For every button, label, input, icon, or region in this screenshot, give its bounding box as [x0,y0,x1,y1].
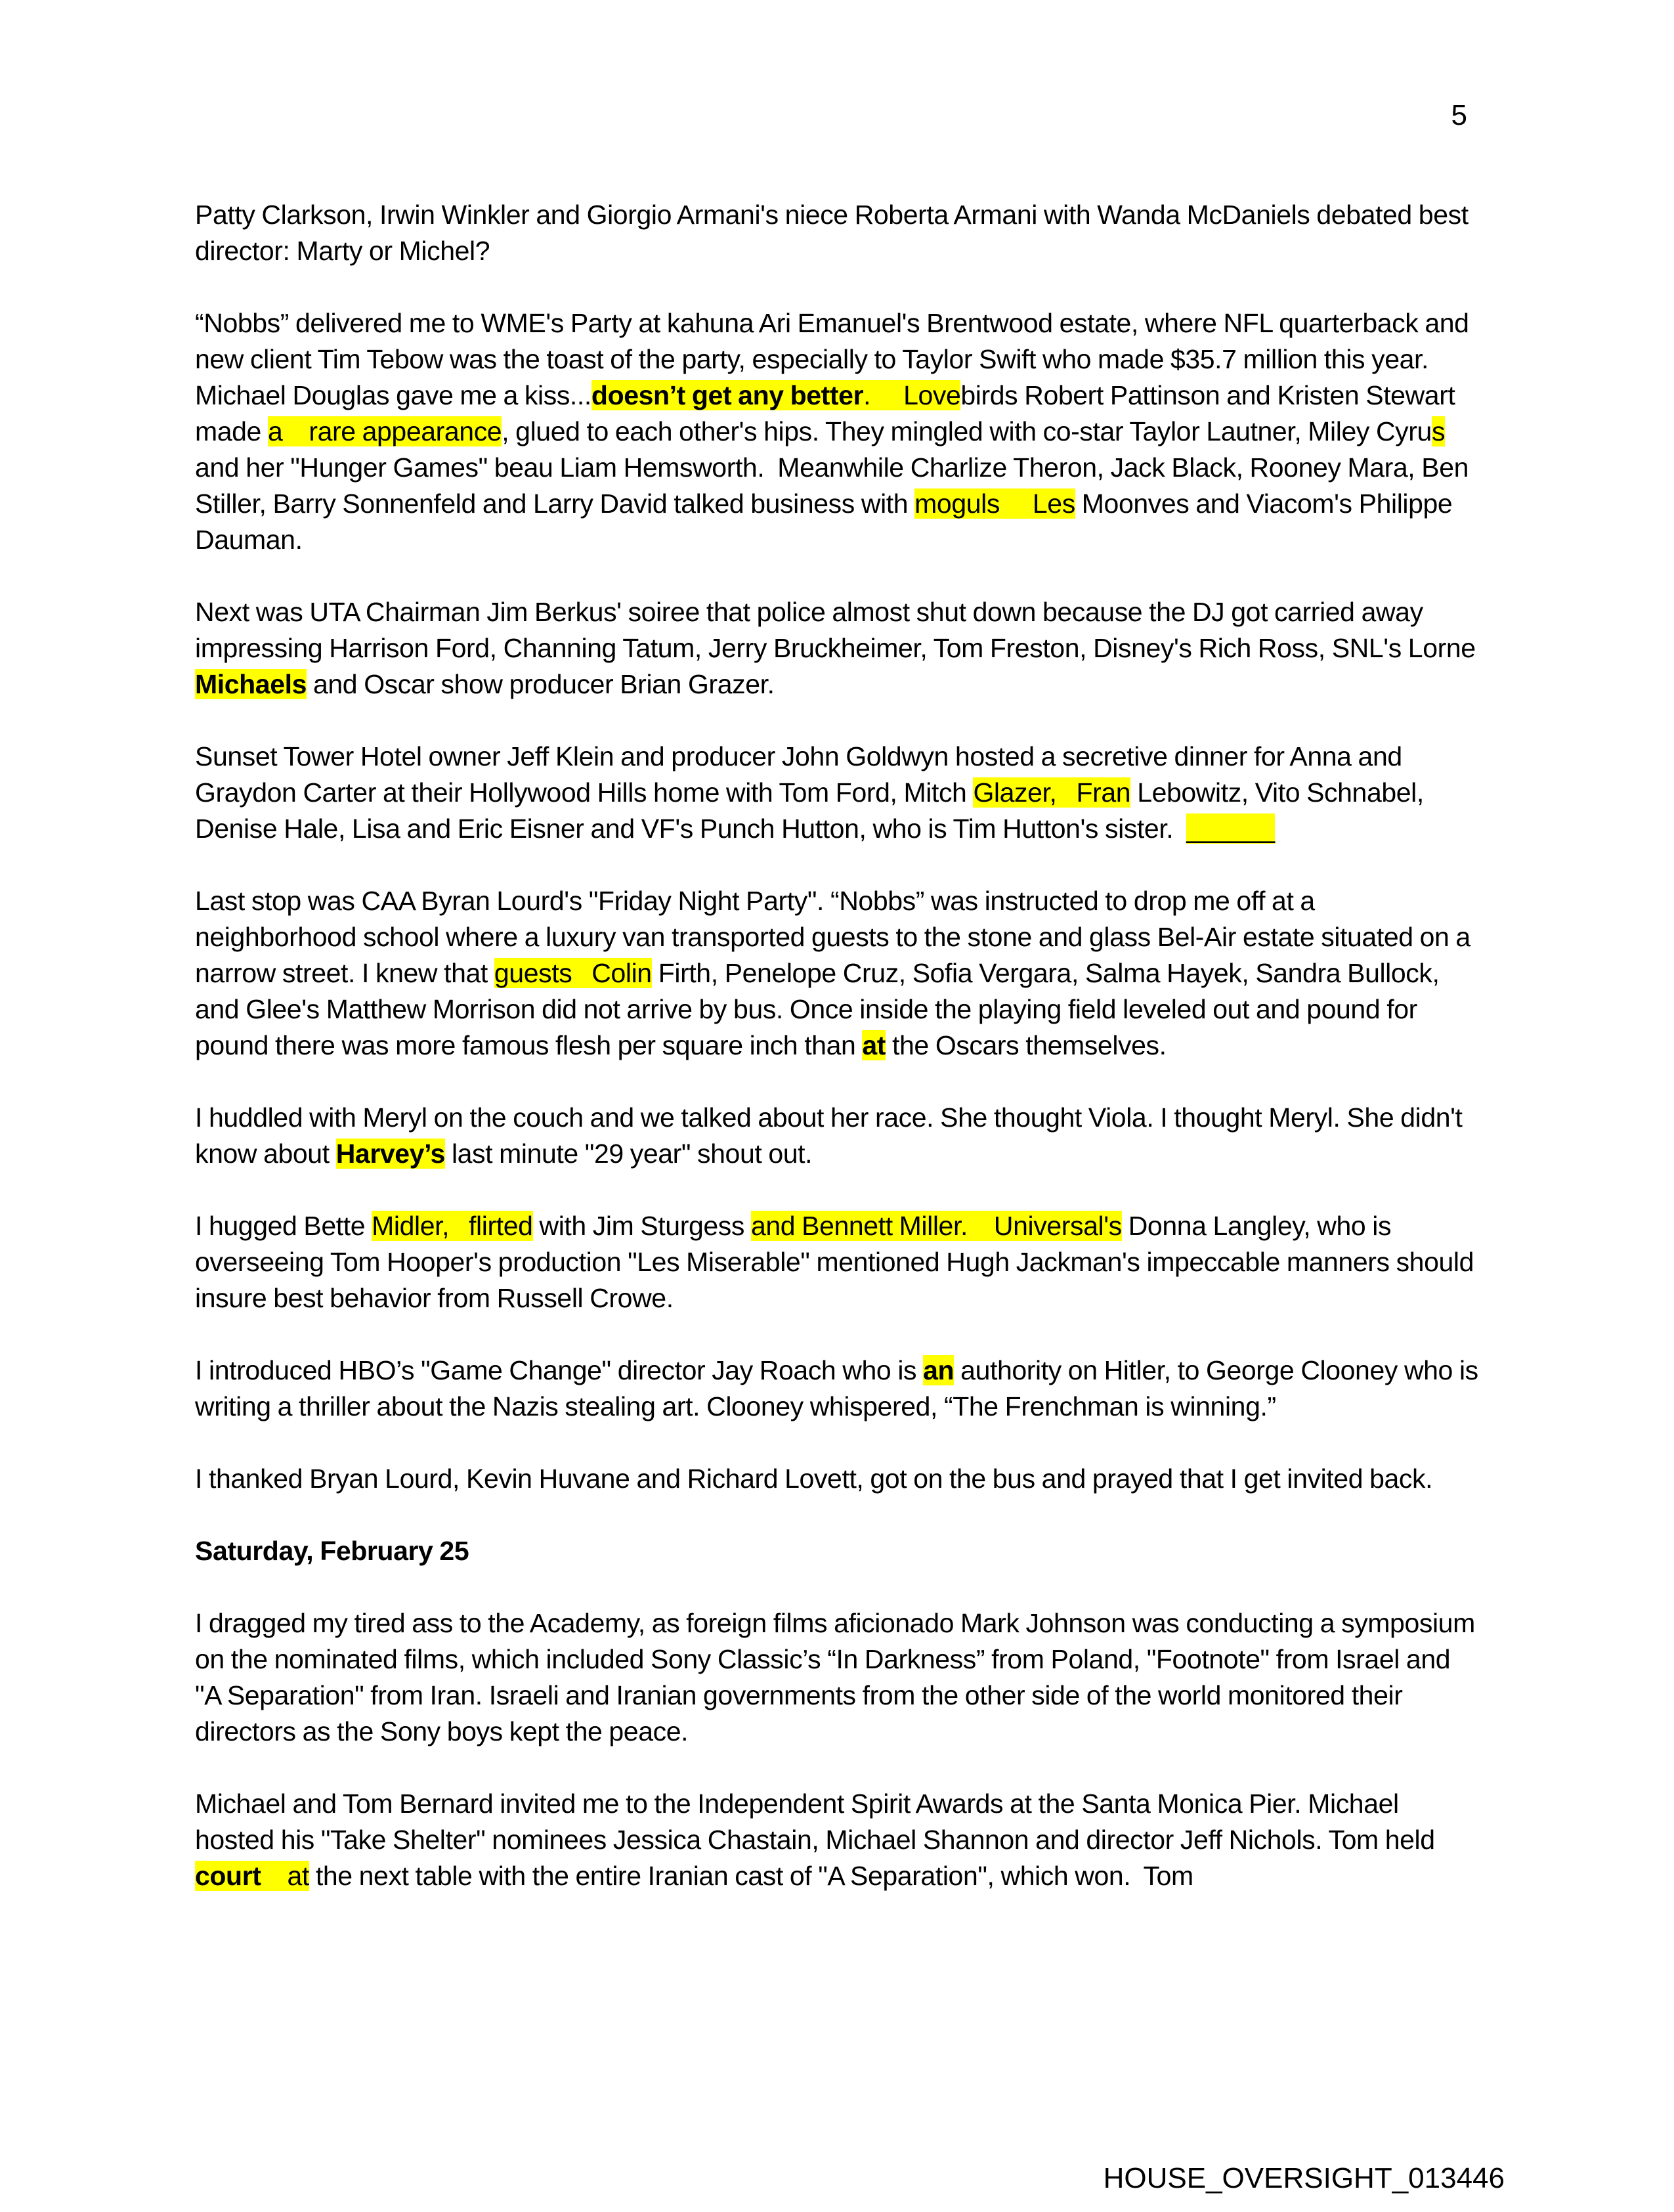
text-run: “Nobbs” delivered me to WME's Party at kahuna Ari Emanuel's Brentwood estate, where NFL quarterback and new client Tim Tebow was the toast of the party, especially to Taylor Swift who made $35.7 million this year. Michael Douglas gave me a kiss... [195,308,1476,410]
text-run: the Oscars themselves. [886,1030,1167,1060]
text-run: Firth, Penelope Cruz, Sofia Vergara, Salma Hayek, Sandra Bullock, and Glee's Matthew Morrison did not arrive by bus. Once inside the playing field leveled out and pound for pound there was more famous flesh per square inch than [195,958,1446,1060]
paragraph [195,1786,1482,1894]
section-heading [195,1533,1482,1569]
text-run: Next was UTA Chairman Jim Berkus' soiree that police almost shut down because the DJ got carried away impressing Harrison Ford, Channing Tatum, Jerry Bruckheimer, Tom Freston, Disney's Rich Ross, SNL's Lorne [195,597,1482,663]
text-run: Lebowitz, Vito Schnabel, Denise Hale, Lisa and Eric Eisner and VF's Punch Hutton, who is Tim Hutton's sister. [195,777,1430,844]
paragraph [195,1100,1482,1172]
paragraph [195,305,1482,558]
paragraph [195,1605,1482,1750]
paragraph [195,197,1482,269]
highlighted-text: . Love [863,380,961,410]
text-run: Saturday, February 25 [195,1536,469,1566]
text-run: I introduced HBO’s "Game Change" director Jay Roach who is [195,1355,924,1385]
text-run: , glued to each other's hips. They mingled with co-star Taylor Lautner, Miley Cyru [502,416,1432,446]
text-run: authority on Hitler, to George Clooney who is writing a thriller about the Nazis stealing art. Clooney whispered, “The Frenchman is winning.” [195,1355,1485,1421]
highlighted-text: s [1431,416,1446,446]
page-number: 5 [1451,99,1467,131]
highlighted-text: Midler, flirted [372,1211,533,1241]
text-run: the next table with the entire Iranian cast of "A Separation", which won. Tom [309,1861,1193,1891]
paragraph [195,1353,1485,1425]
highlighted-text: and Bennett Miller. Universal's [750,1211,1122,1241]
highlighted-text: at [862,1030,886,1060]
text-run: and Oscar show producer Brian Grazer. [307,669,775,699]
text-run: Sunset Tower Hotel owner Jeff Klein and producer John Goldwyn hosted a secretive dinner for Anna and Graydon Carter at their Hollywood Hills home with Tom Ford, Mitch [195,741,1409,808]
highlighted-text: at [261,1861,309,1891]
highlighted-text: moguls Les [914,488,1075,519]
document-content [195,197,1485,1930]
paragraph [195,883,1482,1064]
text-run: Patty Clarkson, Irwin Winkler and Giorgio Armani's niece Roberta Armani with Wanda McDaniels debated best director: Marty or Michel? [195,200,1475,266]
text-run: birds Robert Pattinson and Kristen Stewart made [195,380,1462,446]
text-run: I thanked Bryan Lourd, Kevin Huvane and Richard Lovett, got on the bus and prayed that I get invited back. [195,1464,1433,1494]
highlighted-text: Glazer, Fran [973,777,1131,808]
text-run: Donna Langley, who is overseeing Tom Hooper's production "Les Miserable" mentioned Hugh Jackman's impeccable manners should insure best behavior from Russell Crowe. [195,1211,1480,1313]
paragraph [195,1461,1482,1497]
text-run: I huddled with Meryl on the couch and we talked about her race. She thought Viola. I thought Meryl. She didn't know about [195,1102,1469,1169]
highlighted-text: guests Colin [494,958,652,988]
paragraph [195,1208,1482,1316]
paragraph [195,739,1482,847]
text-run: Last stop was CAA Byran Lourd's "Friday Night Party". “Nobbs” was instructed to drop me off at a neighborhood school where a luxury van transported guests to the stone and glass Bel-Air estate situated on a narrow street. I knew that [195,886,1477,988]
text-run: Moonves and Viacom's Philippe Dauman. [195,488,1459,555]
highlighted-text: Harvey’s [335,1139,445,1169]
text-run: I dragged my tired ass to the Academy, as foreign films aficionado Mark Johnson was conducting a symposium on the nominated films, which included Sony Classic’s “In Darkness” from Poland, "Footnote" from Israel and "A Separation" from Iran. Israeli and Iranian governments from the other side of the world monitored their directors as the Sony boys kept the peace. [195,1608,1482,1746]
text-run: with Jim Sturgess [532,1211,751,1241]
text-run: and her "Hunger Games" beau Liam Hemsworth. Meanwhile Charlize Theron, Jack Black, Rooney Mara, Ben Stiller, Barry Sonnenfeld and Larry David talked business with [195,416,1476,519]
text-run: I hugged Bette [195,1211,372,1241]
text-run: Michael and Tom Bernard invited me to the Independent Spirit Awards at the Santa Monica Pier. Michael hosted his "Take Shelter" nominees Jessica Chastain, Michael Shannon and director Jeff Nichols. Tom held [195,1789,1442,1855]
highlighted-text: court [195,1861,261,1891]
highlighted-text: doesn’t get any better [591,380,864,410]
highlighted-text: Michaels [195,669,307,699]
text-run: last minute "29 year" shout out. [444,1139,813,1169]
highlighted-text: a rare appearance [267,416,502,446]
paragraph [195,594,1482,703]
highlighted-text: ______ [1186,813,1275,844]
bates-number: HOUSE_OVERSIGHT_013446 [1103,2162,1505,2194]
highlighted-text: an [923,1355,955,1385]
